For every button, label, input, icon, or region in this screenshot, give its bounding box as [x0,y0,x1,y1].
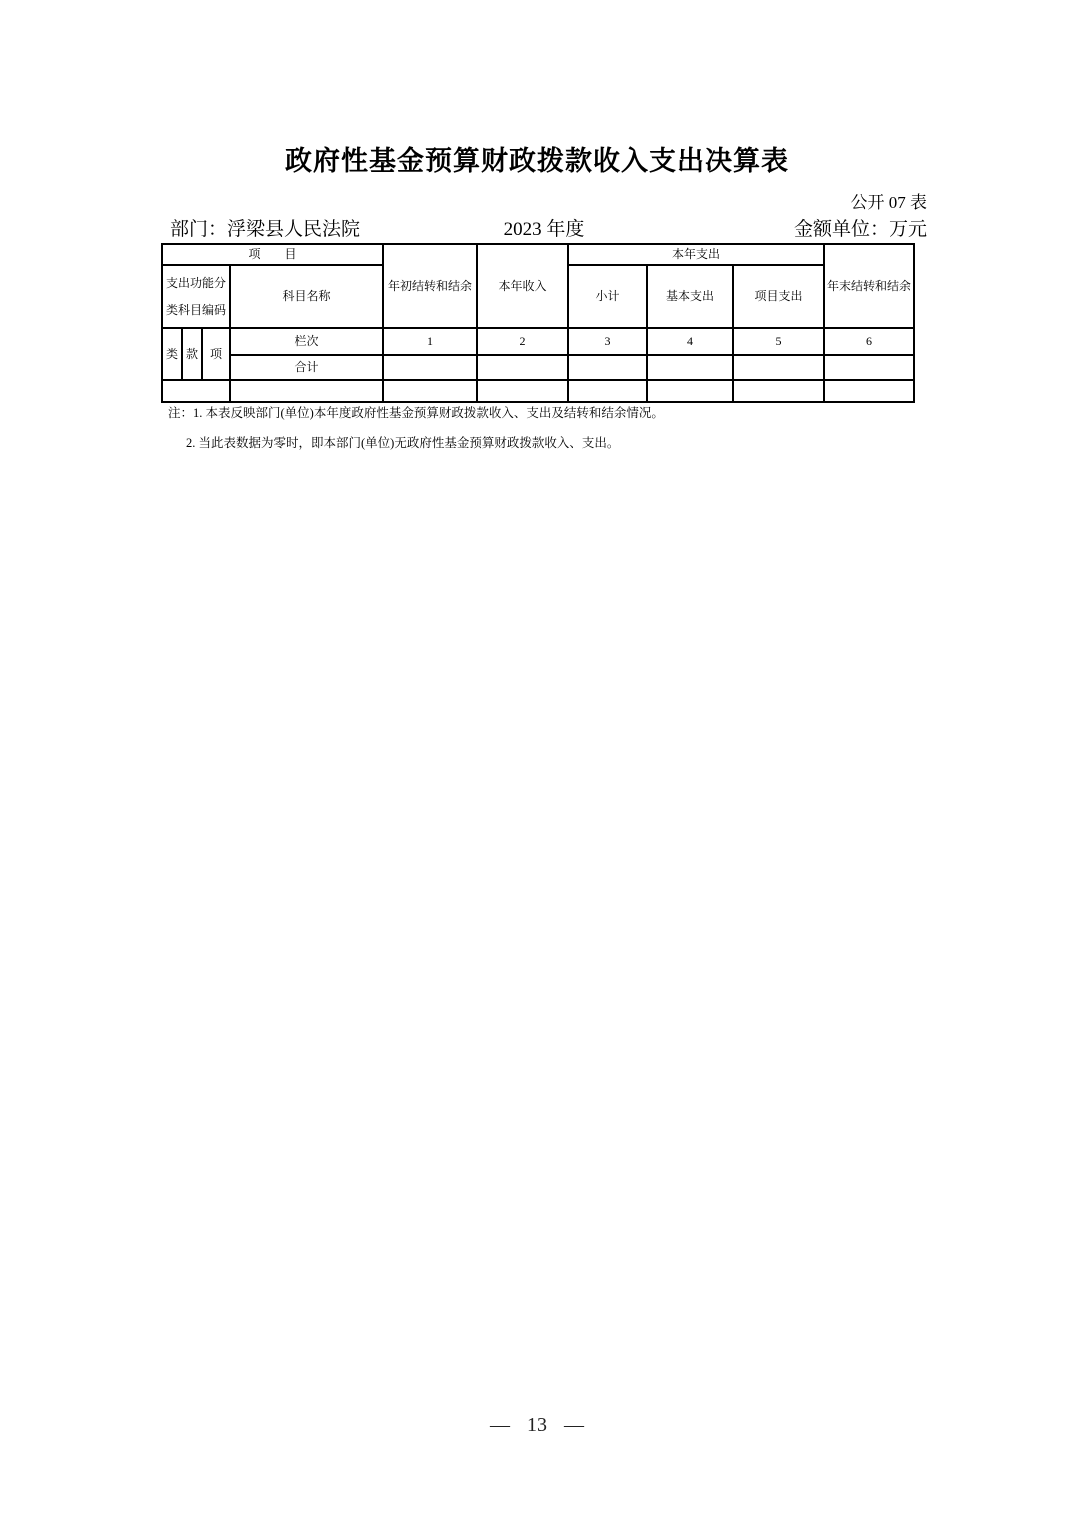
header-subject-name: 科目名称 [230,265,383,328]
data-cell-subject [230,380,383,402]
column-number-3: 3 [568,328,647,355]
data-cell-col1 [383,380,477,402]
data-cell-col6 [824,380,914,402]
total-row [162,355,914,380]
column-number-6: 6 [824,328,914,355]
total-label: 合计 [230,355,383,380]
header-subtotal: 小计 [568,265,647,328]
page-number: — 13 — [490,1414,584,1436]
data-cell-code [162,380,230,402]
data-cell-col5 [733,380,824,402]
fiscal-table [161,243,915,403]
header-section: 款 [182,328,202,380]
table-meta-row [161,214,927,240]
header-project-expenditure: 项目支出 [733,265,824,328]
data-cell-col4 [647,380,733,402]
header-basic-expenditure: 基本支出 [647,265,733,328]
column-index-row [162,328,914,355]
header-class: 类 [162,328,182,380]
table-notes [168,403,868,451]
total-value-4 [647,355,733,380]
total-value-3 [568,355,647,380]
data-cell-col3 [568,380,647,402]
amount-unit-label: 金额单位：万元 [793,219,927,240]
header-function-code-line2: 类科目编码 [165,302,226,317]
note-line-2: 2. 当此表数据为零时，即本部门(单位)无政府性基金预算财政拨款收入、支出。 [186,436,620,450]
header-row-top [162,244,914,265]
page-title: 政府性基金预算财政拨款收入支出决算表 [285,146,789,176]
column-number-2: 2 [477,328,568,355]
header-item-group: 项 目 [162,244,383,265]
total-value-1 [383,355,477,380]
column-number-1: 1 [383,328,477,355]
total-value-6 [824,355,914,380]
total-value-5 [733,355,824,380]
header-function-code [162,265,230,328]
table-code-label: 公开 07 表 [850,193,927,212]
column-number-5: 5 [733,328,824,355]
header-current-year-income: 本年收入 [477,244,568,328]
column-index-label: 栏次 [230,328,383,355]
note-line-1: 注：1. 本表反映部门(单位)本年度政府性基金预算财政拨款收入、支出及结转和结余情况。 [168,406,664,420]
data-cell-col2 [477,380,568,402]
department-label: 部门：浮梁县人民法院 [170,219,361,240]
header-ending-balance: 年末结转和结余 [824,244,914,328]
header-beginning-balance: 年初结转和结余 [383,244,477,328]
empty-data-row [162,380,914,402]
header-current-year-expenditure: 本年支出 [568,244,824,265]
fiscal-year-label: 2023 年度 [503,219,585,240]
column-number-4: 4 [647,328,733,355]
header-function-code-line1: 支出功能分 [165,275,226,290]
total-value-2 [477,355,568,380]
header-item: 项 [202,328,230,380]
